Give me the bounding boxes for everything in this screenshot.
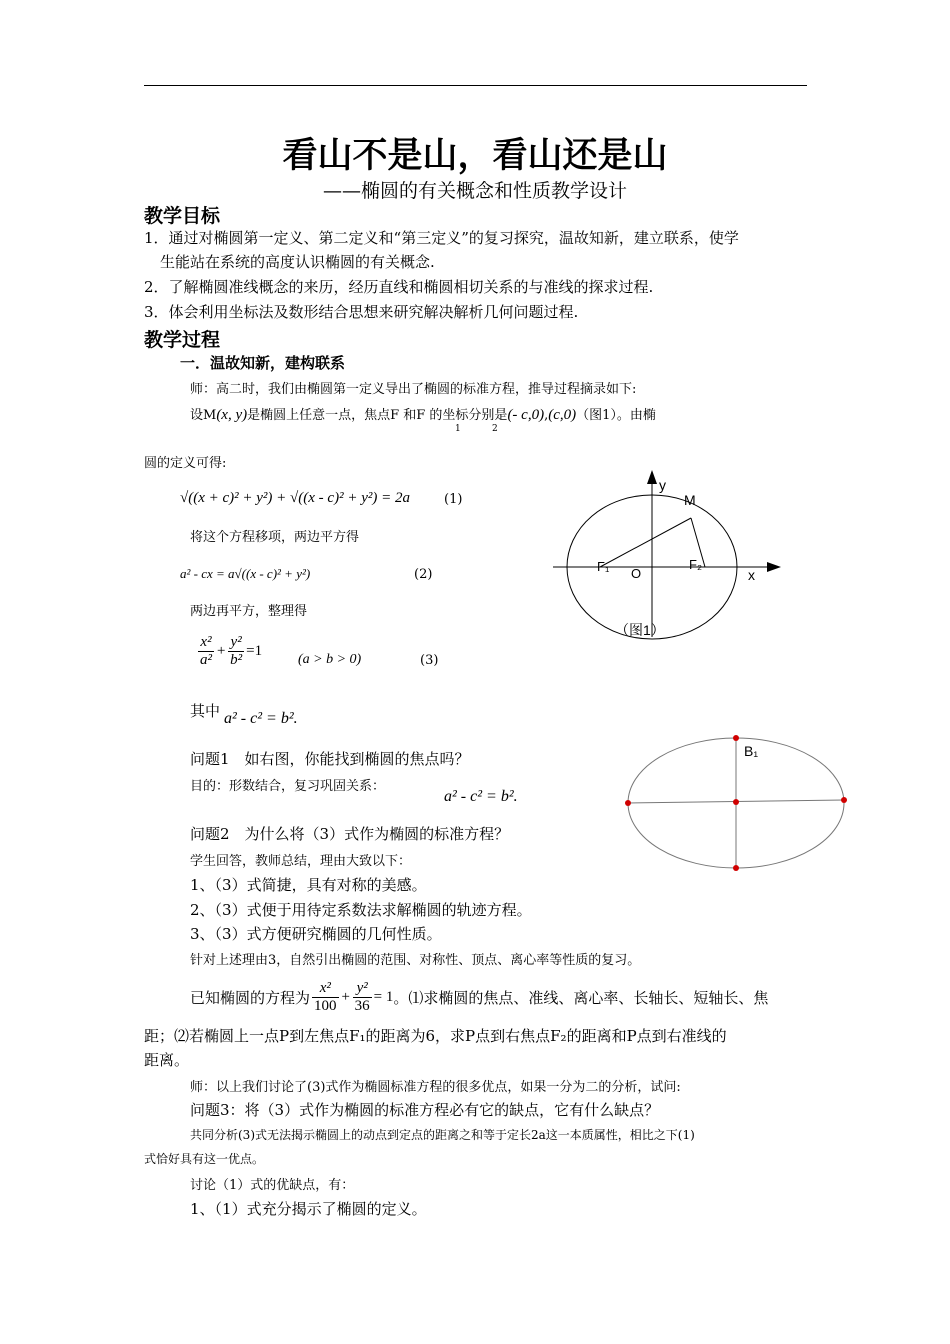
vertex-left	[625, 800, 631, 806]
f1-subscript: 1	[455, 424, 461, 434]
reason-note: 针对上述理由3，自然引出椭圆的范围、对称性、顶点、离心率等性质的复习。	[190, 953, 641, 968]
student-answer: 学生回答，教师总结，理由大致以下：	[190, 854, 412, 869]
relation-2: a² - c² = b².	[444, 788, 518, 805]
top-rule	[144, 85, 807, 86]
f2-coord: (c,0)	[548, 407, 577, 423]
page-subtitle: ——椭圆的有关概念和性质教学设计	[322, 180, 627, 202]
reason-2: 2、（3）式便于用待定系数法求解椭圆的轨迹方程。	[190, 901, 532, 919]
question-1: 问题1 如右图，你能找到椭圆的焦点吗？	[190, 750, 470, 768]
question-3: 问题3：将（3）式作为椭圆的标准方程必有它的缺点，它有什么缺点？	[190, 1101, 660, 1119]
equation-1: √((x + c)² + y²) + √((x - c)² + y²) = 2a	[180, 490, 410, 506]
equation-3-label: (3)	[420, 653, 439, 668]
definition-line: 圆的定义可得:	[144, 456, 227, 471]
vertex-top	[733, 735, 739, 741]
section-1-heading: 一．温故知新，建构联系	[180, 354, 346, 372]
f1-coord: (- c,0)	[507, 407, 545, 423]
move-terms-text: 将这个方程移项，两边平方得	[190, 530, 360, 545]
equation-2-label: (2)	[414, 567, 433, 582]
merit-1: 1、（1）式充分揭示了椭圆的定义。	[190, 1200, 427, 1218]
point-m-label: M	[684, 492, 696, 508]
equation-2: a² - cx = a√((x - c)² + y²)	[180, 566, 311, 581]
point-m-coord: (x, y)	[216, 407, 248, 423]
purpose-text: 目的：形数结合，复习巩固关系：	[190, 779, 386, 794]
equation-1-label: (1)	[444, 492, 463, 507]
y-axis-arrow	[647, 470, 657, 484]
point-b1-label: B₁	[744, 743, 759, 759]
joint-analysis-1: 共同分析(3)式无法揭示椭圆上的动点到定点的距离之和等于定长2a这一本质属性，相比之下(1)	[190, 1128, 695, 1142]
figure-1-ellipse-diagram	[545, 462, 795, 647]
teacher-intro: 师：高二时，我们由椭圆第一定义导出了椭圆的标准方程，推导过程摘录如下:	[190, 382, 637, 397]
equation-3: $\frac{\text{x²}}{\text{a²}}$ + $\frac{\text{y²}}{\text{b²}}$ =1	[200, 634, 263, 668]
square-again-text: 两边再平方，整理得	[190, 604, 308, 619]
figure-1-caption: （图1）	[615, 622, 665, 638]
goals-heading: 教学目标	[144, 205, 221, 227]
vertex-bottom	[733, 865, 739, 871]
relation-1: a² - c² = b².	[224, 710, 298, 727]
focus-f2-label: F₂	[689, 557, 702, 572]
vertex-right	[841, 797, 847, 803]
teacher-discuss: 师：以上我们讨论了(3)式作为椭圆标准方程的很多优点，如果一分为二的分析，试问:	[190, 1080, 681, 1095]
joint-analysis-2: 式恰好具有这一优点。	[144, 1152, 265, 1166]
page-title: 看山不是山，看山还是山	[282, 136, 668, 176]
question-2: 问题2 为什么将（3）式作为椭圆的标准方程？	[190, 825, 510, 843]
segment-f1-m	[600, 518, 691, 567]
example-line-3: 距离。	[144, 1051, 190, 1069]
focus-f1-label: F₁	[597, 559, 610, 574]
reason-1: 1、（3）式简捷，具有对称的美感。	[190, 876, 427, 894]
x-axis-label: x	[748, 567, 755, 583]
goal-2: 2．了解椭圆准线概念的来历，经历直线和椭圆相切关系的与准线的探求过程.	[144, 278, 654, 296]
figure-2-ellipse-diagram	[620, 728, 855, 876]
process-heading: 教学过程	[144, 329, 221, 351]
goal-3: 3．体会利用坐标法及数形结合思想来研究解决解析几何问题过程.	[144, 303, 579, 321]
let-line: 设M(x, y)是椭圆上任意一点，焦点F 和F 的坐标分别是(- c,0),(c,0)（图1）。由椭	[190, 407, 656, 423]
f2-subscript: 2	[492, 424, 498, 434]
goal-1-cont: 生能站在系统的高度认识椭圆的有关概念.	[160, 253, 435, 271]
discuss-1: 讨论（1）式的优缺点，有：	[190, 1178, 355, 1193]
equation-3-condition: (a > b > 0)	[298, 652, 362, 667]
x-axis-arrow	[767, 562, 781, 572]
example-line-2: 距；⑵若椭圆上一点P到左焦点F₁的距离为6，求P点到右焦点F₂的距离和P点到右准线的	[144, 1027, 727, 1045]
example-line-1: 已知椭圆的方程为 $\frac{\text{x²}}{100}$ + $\frac{\text{y²}}{36}$ = 1。⑴求椭圆的焦点、准线、离心率、长轴长、短轴长、焦	[190, 980, 769, 1014]
y-axis-label: y	[659, 477, 666, 493]
where-text: 其中	[190, 702, 221, 720]
reason-3: 3、（3）式方便研究椭圆的几何性质。	[190, 925, 442, 943]
center-point	[733, 799, 739, 805]
goal-1: 1．通过对椭圆第一定义、第二定义和“第三定义”的复习探究，温故知新，建立联系，使学	[144, 229, 739, 247]
origin-label: O	[631, 566, 642, 581]
